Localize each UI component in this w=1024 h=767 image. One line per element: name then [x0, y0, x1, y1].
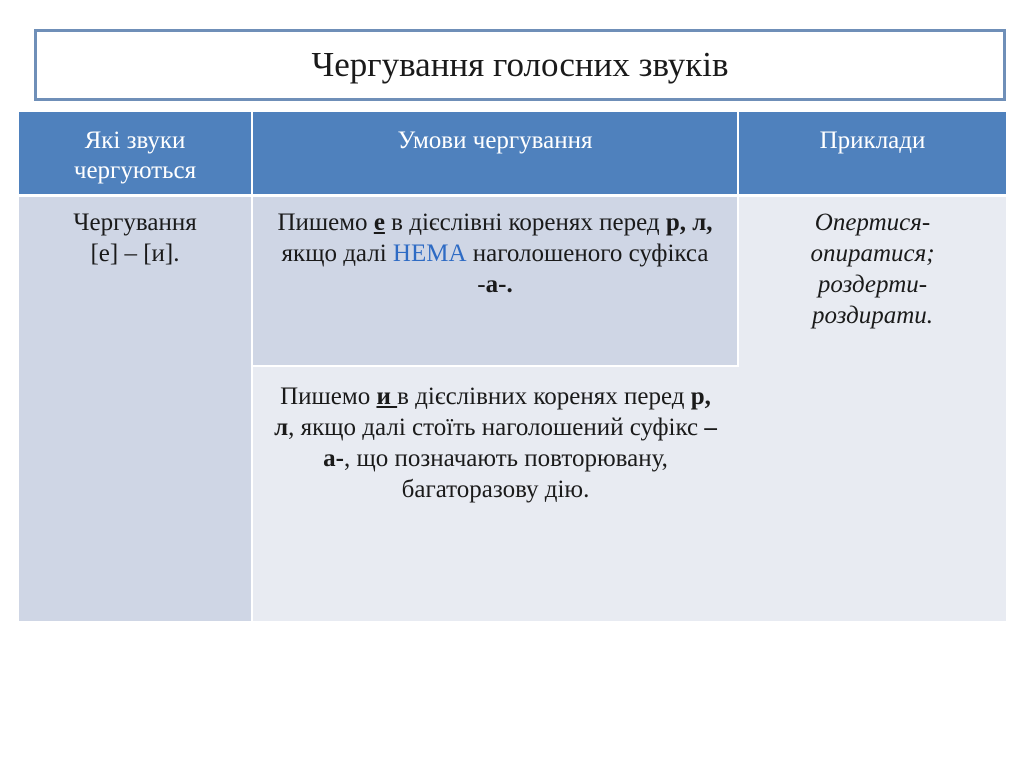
alternation-cell	[19, 196, 252, 622]
letter-e: е	[373, 209, 385, 236]
alternation-line: Чергування	[73, 209, 197, 236]
condition-cell-e: Пишемо е в дієслівні коренях перед р, л, якщо далі НЕМА наголошеного суфікса -а-.	[252, 196, 738, 366]
suffix-a: а-.	[485, 271, 513, 298]
header-examples: Приклади	[738, 112, 1006, 196]
header-sounds: Які звуки чергуються	[19, 112, 252, 196]
alternation-table	[19, 112, 1006, 623]
letters-r-l: р, л	[274, 382, 711, 441]
letters-r-l: р, л,	[665, 209, 713, 236]
emphasis-nema: НЕМА	[392, 240, 467, 267]
letter-i: и	[376, 382, 398, 410]
header-conditions: Умови чергування	[252, 112, 738, 196]
table-row	[19, 196, 1006, 366]
example-line: опиратися;	[810, 240, 935, 267]
condition-cell-i: Пишемо и в дієслівних коренях перед р, л, якщо далі стоїть наголошений суфікс –а-, що позначають повторювану, багаторазову дію.	[252, 366, 738, 622]
example-line: роздерти-	[817, 271, 928, 298]
example-line: Опертися-	[814, 209, 931, 236]
alternation-line: [е] – [и].	[90, 240, 180, 267]
header-row	[19, 112, 1006, 196]
slide-title: Чергування голосних звуків	[311, 45, 729, 84]
example-line: роздирати.	[811, 302, 934, 329]
examples-cell	[738, 196, 1006, 622]
suffix-a: –а-	[323, 413, 717, 472]
title-box	[34, 29, 1006, 101]
